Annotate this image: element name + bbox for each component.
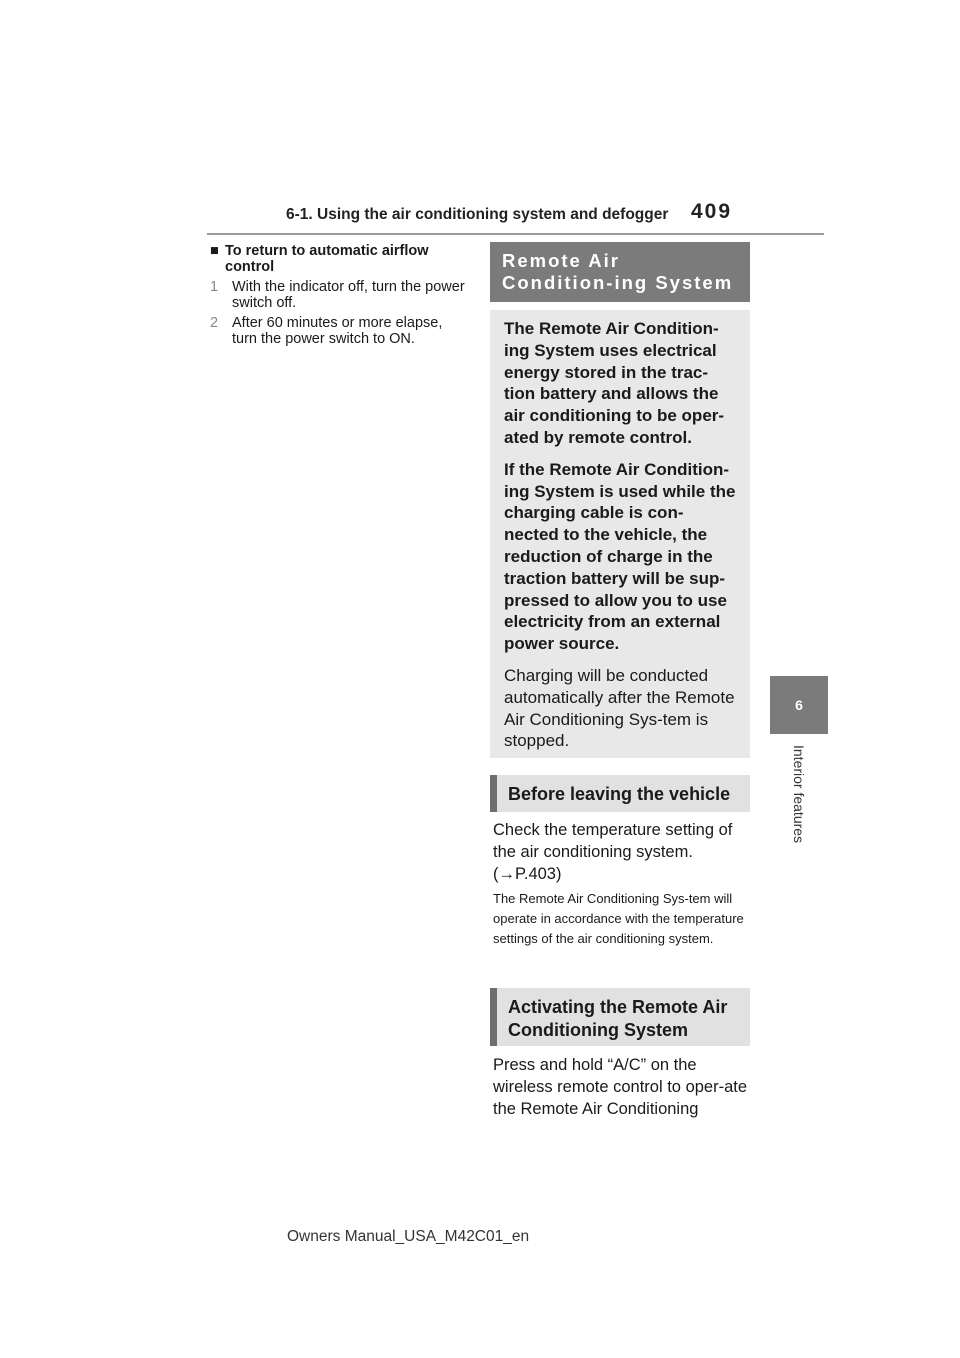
section-heading-before-leaving: Before leaving the vehicle — [490, 775, 750, 812]
step-text: With the indicator off, turn the power switch off. — [232, 279, 465, 311]
section-note: The Remote Air Conditioning Sys-tem will operate in accordance with the temperature settings of the air conditioning system. — [493, 891, 744, 946]
step-number: 2 — [210, 315, 219, 331]
intro-paragraph: If the Remote Air Condition-ing System is used while the charging cable is con-nected to the vehicle, the reduction of charge in the traction battery will be sup-pressed to allow you to use electricity from an external power source. — [504, 459, 736, 654]
intro-paragraph: Charging will be conducted automatically after the Remote Air Conditioning Sys-tem is stopped. — [504, 665, 735, 751]
page-header-title: 6-1. Using the air conditioning system and defogger — [286, 206, 669, 223]
step-number: 1 — [210, 279, 219, 295]
intro-paragraph: The Remote Air Condition-ing System uses electrical energy stored in the trac-tion battery and allows the air conditioning to be oper-ated by remote control. — [504, 319, 725, 447]
main-section-heading: Remote Air Condition-ing System — [490, 242, 750, 302]
page-footer: Owners Manual_USA_M42C01_en — [287, 1228, 530, 1245]
header-divider — [207, 233, 824, 235]
left-column — [210, 243, 470, 347]
chapter-tab: 6 — [770, 676, 828, 734]
sub-heading-text: To return to automatic airflow control — [225, 243, 429, 275]
chapter-label: Interior features — [791, 745, 807, 844]
step-text: After 60 minutes or more elapse, turn the power switch to ON. — [232, 315, 443, 347]
section-body: Press and hold “A/C” on the wireless remote control to oper-ate the Remote Air Conditioning — [493, 1056, 748, 1118]
step-item — [210, 315, 470, 347]
square-bullet-icon: ■ — [210, 243, 219, 259]
sub-heading — [210, 243, 470, 275]
page-number: 409 — [691, 200, 733, 223]
step-item — [210, 279, 470, 311]
intro-box — [490, 310, 750, 758]
section-body: Check the temperature setting of the air conditioning system. (→P.403) — [493, 821, 733, 883]
section-heading-activating: Activating the Remote Air Conditioning System — [490, 988, 750, 1046]
